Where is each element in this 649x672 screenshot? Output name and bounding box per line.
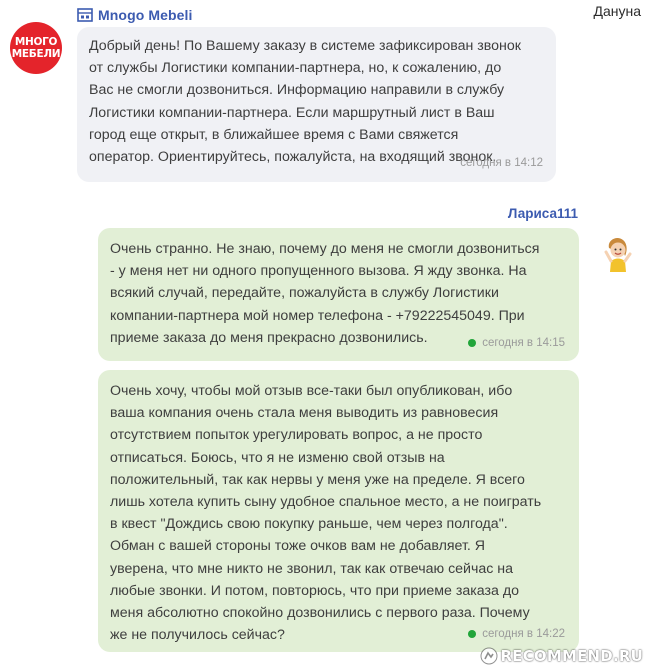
top-user-name[interactable]: Дануна: [593, 3, 641, 19]
shop-name-link[interactable]: Mnogo Mebeli: [98, 7, 193, 23]
watermark: [480, 644, 644, 668]
user-message-bubble: [98, 370, 579, 652]
message-text: Очень хочу, чтобы мой отзыв все-таки был опубликован, ибо ваша компания очень стала меня выводить из равновесия отсутствием попыток урегулировать вопрос, а не просто отписаться. Боюсь, что я не изменю свой отзыв на положительный, так как нервы у меня уже на пределе. Я всего лишь хотела купить сыну удобное спальное место, а не поиграть в квест "Дождись свою покупку раньше, чем через полгода". Обман с вашей стороны тоже очков вам не добавляет. Я уверена, что мне никто не звонил, так как отвечаю сейчас на любые звонки. И потом, повторюсь, что при приеме заказа до меня абсолютно спокойно дозвонились с первого раза. Почему же не получилось сейчас?: [110, 383, 542, 644]
shop-message-bubble: [77, 27, 556, 182]
recommend-logo-icon: [480, 647, 498, 665]
logo-line-2: МЕБЕЛИ: [11, 48, 61, 60]
message-text: Очень странно. Не знаю, почему до меня не смогли дозвониться - у меня нет ни одного пропущенного вызова. Я жду звонка. На всякий случай, передайте, пожалуйста в службу Логистики компании-партнера мой номер телефона - +79222545049. При приеме заказа до меня прекрасно дозвонились.: [110, 241, 540, 346]
watermark-text: RECOMMEND.RU: [500, 647, 643, 665]
message-text: Добрый день! По Вашему заказу в системе зафиксирован звонок от службы Логистики компании-партнера, но, к сожалению, до Вас не смогли дозвониться. Информацию направили в службу Логистики компании-партнера. Если маршрутный лист в Ваш город еще открыт, в ближайшее время с Вами свяжется оператор. Ориентируйтесь, пожалуйста, на входящий звонок.: [89, 38, 521, 166]
timestamp-text: сегодня в 14:15: [482, 336, 565, 349]
message-timestamp: [468, 623, 565, 645]
user-message-bubble: [98, 228, 579, 361]
message-timestamp: [468, 332, 565, 354]
logo-line-1: МНОГО: [14, 36, 58, 48]
shop-icon: [77, 8, 93, 22]
user-name-link[interactable]: Лариса111: [507, 206, 578, 221]
shop-header: [77, 6, 193, 24]
read-status-dot: [468, 630, 476, 638]
message-timestamp: [460, 152, 543, 174]
user-avatar[interactable]: [601, 236, 633, 272]
read-status-dot: [468, 339, 476, 347]
shop-logo[interactable]: [10, 22, 62, 74]
timestamp-text: сегодня в 14:12: [460, 156, 543, 169]
timestamp-text: сегодня в 14:22: [482, 627, 565, 640]
